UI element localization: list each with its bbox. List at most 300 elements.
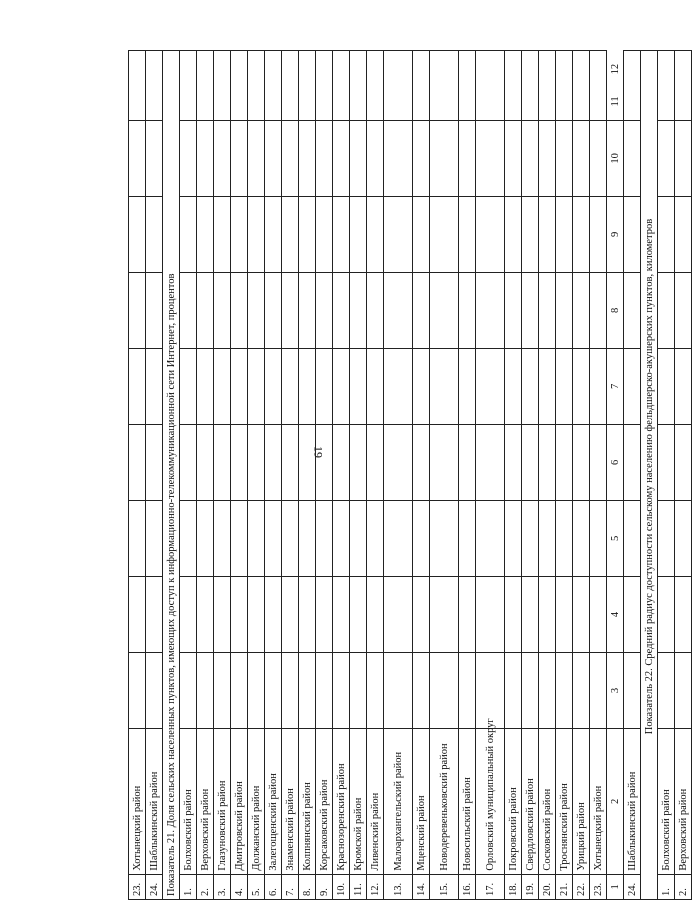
- value-cell: [316, 51, 333, 121]
- value-cell: [316, 500, 333, 576]
- value-cell: [146, 120, 163, 196]
- value-cell: [624, 576, 641, 652]
- value-cell: [459, 652, 476, 728]
- value-cell: [573, 652, 590, 728]
- value-cell: [265, 348, 282, 424]
- district-name: Болховский район: [658, 728, 675, 874]
- row-number: 17.: [476, 874, 505, 899]
- district-name: Дмитровский район: [231, 728, 248, 874]
- value-cell: [675, 348, 692, 424]
- value-cell: [299, 272, 316, 348]
- value-cell: [333, 196, 350, 272]
- value-cell: [231, 272, 248, 348]
- value-cell: [214, 196, 231, 272]
- value-cell: [197, 51, 214, 121]
- value-cell: [384, 652, 413, 728]
- value-cell: [316, 652, 333, 728]
- value-cell: [573, 196, 590, 272]
- value-cell: [522, 500, 539, 576]
- value-cell: [197, 196, 214, 272]
- value-cell: [282, 652, 299, 728]
- district-name: Верховский район: [675, 728, 692, 874]
- value-cell: [658, 348, 675, 424]
- value-cell: [539, 500, 556, 576]
- value-cell: [333, 500, 350, 576]
- value-cell: [214, 348, 231, 424]
- value-cell: [539, 51, 556, 121]
- value-cell: [539, 196, 556, 272]
- value-cell: [505, 652, 522, 728]
- value-cell: [590, 51, 607, 121]
- value-cell: [299, 652, 316, 728]
- district-name: Малоархангельский район: [384, 728, 413, 874]
- value-cell: [384, 51, 413, 121]
- value-cell: [299, 51, 316, 121]
- value-cell: [459, 272, 476, 348]
- value-cell: [299, 576, 316, 652]
- value-cell: [146, 424, 163, 500]
- value-cell: [333, 576, 350, 652]
- district-name: Троснянский район: [556, 728, 573, 874]
- value-cell: [214, 500, 231, 576]
- column-number: 3: [607, 652, 624, 728]
- value-cell: [350, 424, 367, 500]
- value-cell: [248, 196, 265, 272]
- value-cell: [505, 196, 522, 272]
- value-cell: [299, 500, 316, 576]
- table-row: [590, 51, 607, 900]
- value-cell: [413, 272, 430, 348]
- district-name: Залегощенский район: [265, 728, 282, 874]
- value-cell: [430, 120, 459, 196]
- value-cell: [265, 424, 282, 500]
- value-cell: [624, 424, 641, 500]
- district-name: Мценский район: [413, 728, 430, 874]
- column-number: 2: [607, 728, 624, 874]
- value-cell: [248, 272, 265, 348]
- value-cell: [539, 348, 556, 424]
- value-cell: [476, 424, 505, 500]
- district-name: Покровский район: [505, 728, 522, 874]
- value-cell: [129, 576, 146, 652]
- value-cell: [231, 424, 248, 500]
- value-cell: [129, 652, 146, 728]
- value-cell: [180, 348, 197, 424]
- value-cell: [675, 272, 692, 348]
- value-cell: [658, 196, 675, 272]
- value-cell: [299, 424, 316, 500]
- value-cell: [350, 51, 367, 121]
- value-cell: [350, 120, 367, 196]
- table-row: [556, 51, 573, 900]
- value-cell: [316, 348, 333, 424]
- value-cell: [231, 51, 248, 121]
- value-cell: [282, 576, 299, 652]
- district-name: Ливенский район: [367, 728, 384, 874]
- value-cell: [573, 120, 590, 196]
- page-number: 19: [311, 446, 326, 458]
- row-number: 9.: [316, 874, 333, 899]
- table-row: [180, 51, 197, 900]
- row-number: 21.: [556, 874, 573, 899]
- value-cell: [214, 120, 231, 196]
- value-cell: [214, 51, 231, 121]
- value-cell: [675, 120, 692, 196]
- value-cell: [282, 348, 299, 424]
- row-number: 24.: [146, 874, 163, 899]
- value-cell: [384, 348, 413, 424]
- value-cell: [459, 576, 476, 652]
- value-cell: [197, 652, 214, 728]
- district-name: Хотынецкий район: [590, 728, 607, 874]
- value-cell: [430, 51, 459, 121]
- value-cell: [522, 120, 539, 196]
- value-cell: [384, 424, 413, 500]
- district-name: Орловский муниципальный округ: [476, 728, 505, 874]
- row-number: 1.: [658, 874, 675, 899]
- value-cell: [180, 51, 197, 121]
- table-row: [282, 51, 299, 900]
- value-cell: [367, 272, 384, 348]
- indicators-table: [128, 50, 692, 900]
- value-cell: [522, 51, 539, 121]
- value-cell: [658, 500, 675, 576]
- table-row: [129, 51, 146, 900]
- value-cell: [265, 196, 282, 272]
- value-cell: [299, 196, 316, 272]
- district-name: Новосильский район: [459, 728, 476, 874]
- row-number: 5.: [248, 874, 265, 899]
- district-name: Корсаковский район: [316, 728, 333, 874]
- value-cell: [333, 424, 350, 500]
- value-cell: [658, 424, 675, 500]
- district-name: Свердловский район: [522, 728, 539, 874]
- value-cell: [573, 348, 590, 424]
- value-cell: [522, 576, 539, 652]
- value-cell: [265, 500, 282, 576]
- value-cell: [367, 424, 384, 500]
- table-row: [476, 51, 505, 900]
- value-cell: [459, 120, 476, 196]
- value-cell: [522, 652, 539, 728]
- value-cell: [146, 272, 163, 348]
- table-row: [146, 51, 163, 900]
- value-cell: [350, 652, 367, 728]
- value-cell: [522, 272, 539, 348]
- value-cell: [624, 652, 641, 728]
- value-cell: [180, 424, 197, 500]
- value-cell: [413, 120, 430, 196]
- value-cell: [384, 120, 413, 196]
- value-cell: [413, 500, 430, 576]
- value-cell: [539, 652, 556, 728]
- value-cell: [413, 51, 430, 121]
- value-cell: [476, 120, 505, 196]
- value-cell: [459, 348, 476, 424]
- column-number: 4: [607, 576, 624, 652]
- value-cell: [556, 196, 573, 272]
- value-cell: [384, 272, 413, 348]
- value-cell: [459, 196, 476, 272]
- value-cell: [675, 576, 692, 652]
- value-cell: [624, 51, 641, 121]
- value-cell: [505, 120, 522, 196]
- row-number: 8.: [299, 874, 316, 899]
- column-number: 6: [607, 424, 624, 500]
- table-row: [522, 51, 539, 900]
- value-cell: [476, 348, 505, 424]
- value-cell: [658, 576, 675, 652]
- value-cell: [505, 272, 522, 348]
- row-number: 23.: [129, 874, 146, 899]
- value-cell: [367, 348, 384, 424]
- value-cell: [146, 652, 163, 728]
- value-cell: [590, 424, 607, 500]
- value-cell: [146, 576, 163, 652]
- value-cell: [265, 51, 282, 121]
- value-cell: [350, 196, 367, 272]
- value-cell: [282, 500, 299, 576]
- value-cell: [265, 652, 282, 728]
- value-cell: [129, 272, 146, 348]
- value-cell: [214, 652, 231, 728]
- row-number: 2.: [675, 874, 692, 899]
- value-cell: [459, 424, 476, 500]
- value-cell: [522, 348, 539, 424]
- row-number: 2.: [197, 874, 214, 899]
- value-cell: [658, 272, 675, 348]
- value-cell: [316, 272, 333, 348]
- value-cell: [146, 348, 163, 424]
- value-cell: [333, 348, 350, 424]
- value-cell: [505, 576, 522, 652]
- value-cell: [231, 348, 248, 424]
- value-cell: [539, 120, 556, 196]
- value-cell: [556, 120, 573, 196]
- district-name: Должанский район: [248, 728, 265, 874]
- value-cell: [299, 348, 316, 424]
- value-cell: [248, 652, 265, 728]
- value-cell: [282, 424, 299, 500]
- value-cell: [539, 424, 556, 500]
- value-cell: [675, 652, 692, 728]
- table-row: [316, 51, 333, 900]
- value-cell: [367, 120, 384, 196]
- table-row: [384, 51, 413, 900]
- table-row: [265, 51, 282, 900]
- table-row: [333, 51, 350, 900]
- value-cell: [231, 120, 248, 196]
- district-name: Болховский район: [180, 728, 197, 874]
- value-cell: [430, 424, 459, 500]
- value-cell: [197, 120, 214, 196]
- value-cell: [590, 500, 607, 576]
- value-cell: [459, 500, 476, 576]
- value-cell: [459, 51, 476, 121]
- value-cell: [367, 652, 384, 728]
- value-cell: [231, 500, 248, 576]
- indicator-title: Показатель 21. Доля сельских населенных пунктов, имеющих доступ к информационно-телекоммуникационной сети Интернет, процентов: [163, 51, 180, 900]
- value-cell: [180, 500, 197, 576]
- value-cell: [476, 576, 505, 652]
- value-cell: [333, 652, 350, 728]
- row-number: 12.: [367, 874, 384, 899]
- value-cell: [129, 196, 146, 272]
- table-row: [231, 51, 248, 900]
- value-cell: [282, 120, 299, 196]
- value-cell: [505, 500, 522, 576]
- row-number: 6.: [265, 874, 282, 899]
- table-row: [658, 51, 675, 900]
- column-number: 5: [607, 500, 624, 576]
- value-cell: [316, 424, 333, 500]
- value-cell: [624, 120, 641, 196]
- column-number: 1: [607, 874, 624, 899]
- value-cell: [430, 652, 459, 728]
- rotated-page-content: [128, 50, 689, 900]
- value-cell: [505, 424, 522, 500]
- value-cell: [248, 576, 265, 652]
- row-number: 19.: [522, 874, 539, 899]
- table-row: [214, 51, 231, 900]
- value-cell: [248, 120, 265, 196]
- value-cell: [248, 500, 265, 576]
- value-cell: [675, 196, 692, 272]
- row-number: 13.: [384, 874, 413, 899]
- value-cell: [248, 51, 265, 121]
- value-cell: [265, 576, 282, 652]
- value-cell: [197, 424, 214, 500]
- table-row: [197, 51, 214, 900]
- value-cell: [624, 196, 641, 272]
- value-cell: [214, 576, 231, 652]
- value-cell: [265, 120, 282, 196]
- value-cell: [430, 272, 459, 348]
- value-cell: [476, 196, 505, 272]
- section-row: [641, 51, 658, 900]
- value-cell: [430, 196, 459, 272]
- value-cell: [413, 576, 430, 652]
- value-cell: [180, 196, 197, 272]
- district-name: Новодеревеньковский район: [430, 728, 459, 874]
- value-cell: [556, 51, 573, 121]
- table-row: [459, 51, 476, 900]
- district-name: Урицкий район: [573, 728, 590, 874]
- value-cell: [624, 348, 641, 424]
- value-cell: [573, 576, 590, 652]
- value-cell: [556, 348, 573, 424]
- value-cell: [413, 348, 430, 424]
- value-cell: [675, 500, 692, 576]
- value-cell: [146, 196, 163, 272]
- value-cell: [556, 500, 573, 576]
- value-cell: [539, 576, 556, 652]
- value-cell: [180, 576, 197, 652]
- row-number: 16.: [459, 874, 476, 899]
- value-cell: [573, 424, 590, 500]
- table-body: [129, 51, 692, 900]
- table-row: [248, 51, 265, 900]
- value-cell: [522, 424, 539, 500]
- value-cell: [180, 272, 197, 348]
- value-cell: [658, 120, 675, 196]
- value-cell: [505, 348, 522, 424]
- value-cell: [129, 500, 146, 576]
- district-name: Колпнянский район: [299, 728, 316, 874]
- row-number: 23.: [590, 874, 607, 899]
- value-cell: [197, 348, 214, 424]
- table-row: [573, 51, 590, 900]
- district-name: Сосковский район: [539, 728, 556, 874]
- table-row: [505, 51, 522, 900]
- row-number: 11.: [350, 874, 367, 899]
- district-name: Глазуновский район: [214, 728, 231, 874]
- district-name: Верховский район: [197, 728, 214, 874]
- row-number: 15.: [430, 874, 459, 899]
- column-number: 8: [607, 272, 624, 348]
- value-cell: [573, 500, 590, 576]
- value-cell: [282, 196, 299, 272]
- value-cell: [384, 576, 413, 652]
- value-cell: [333, 120, 350, 196]
- value-cell: [299, 120, 316, 196]
- column-number-row: [607, 51, 624, 900]
- row-number: 4.: [231, 874, 248, 899]
- value-cell: [350, 500, 367, 576]
- table-row: [430, 51, 459, 900]
- district-name: Хотынецкий район: [129, 728, 146, 874]
- value-cell: [430, 576, 459, 652]
- district-name: Кромской район: [350, 728, 367, 874]
- value-cell: [231, 196, 248, 272]
- indicator-title: Показатель 22. Средний радиус доступности сельскому населению фельдшерско-акушерских пунктов, километров: [641, 51, 658, 900]
- value-cell: [505, 51, 522, 121]
- value-cell: [350, 576, 367, 652]
- value-cell: [658, 51, 675, 121]
- value-cell: [590, 576, 607, 652]
- value-cell: [430, 500, 459, 576]
- table-row: [624, 51, 641, 900]
- value-cell: [316, 196, 333, 272]
- row-number: 14.: [413, 874, 430, 899]
- row-number: 1.: [180, 874, 197, 899]
- value-cell: [129, 51, 146, 121]
- value-cell: [590, 272, 607, 348]
- district-name: Знаменский район: [282, 728, 299, 874]
- value-cell: [214, 424, 231, 500]
- value-cell: [214, 272, 231, 348]
- value-cell: [197, 272, 214, 348]
- value-cell: [556, 424, 573, 500]
- value-cell: [129, 424, 146, 500]
- value-cell: [231, 652, 248, 728]
- value-cell: [573, 51, 590, 121]
- value-cell: [556, 652, 573, 728]
- district-name: Краснозоренский район: [333, 728, 350, 874]
- row-number: 10.: [333, 874, 350, 899]
- row-number: 3.: [214, 874, 231, 899]
- value-cell: [590, 196, 607, 272]
- value-cell: [316, 576, 333, 652]
- value-cell: [522, 196, 539, 272]
- table-row: [413, 51, 430, 900]
- column-number: 12: [609, 63, 621, 75]
- value-cell: [350, 348, 367, 424]
- column-number: 9: [607, 196, 624, 272]
- value-cell: [476, 500, 505, 576]
- row-number: 7.: [282, 874, 299, 899]
- value-cell: [248, 348, 265, 424]
